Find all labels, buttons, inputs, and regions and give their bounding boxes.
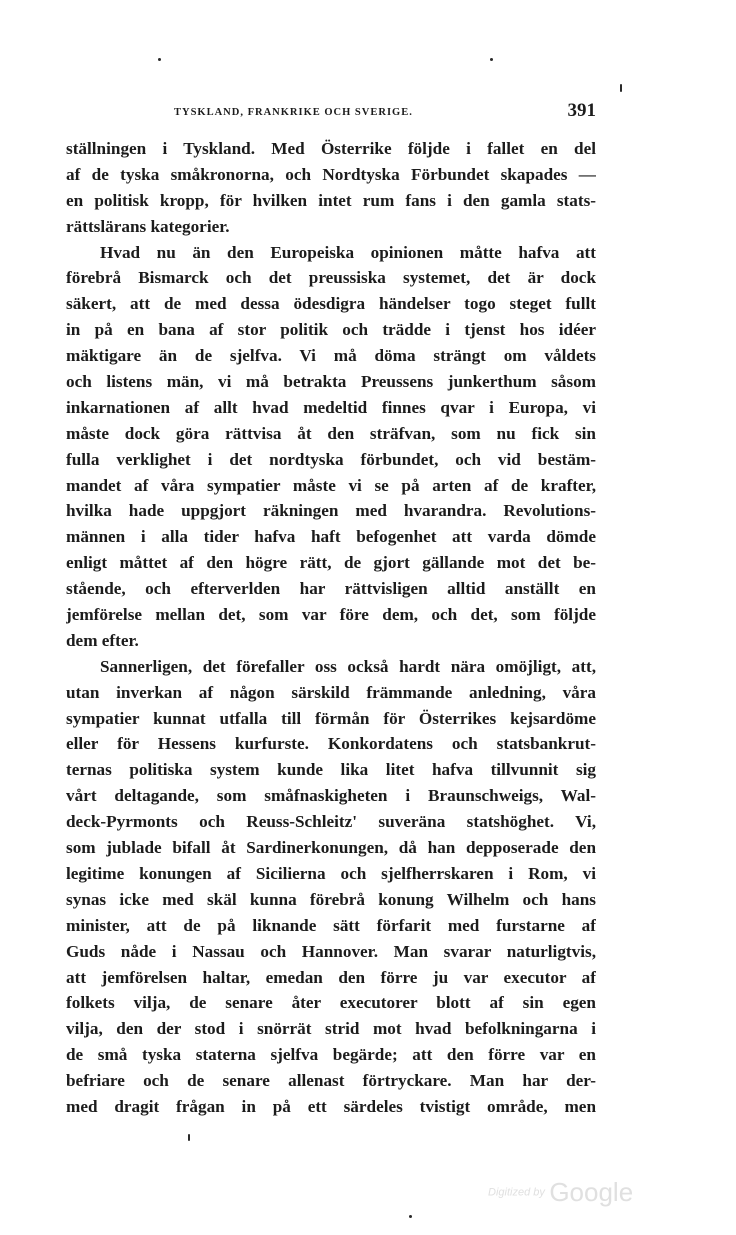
text-line: stående, och efterverlden har rättvisligen alltid anställt en <box>66 579 596 599</box>
text-line: legitime konungen af Sicilierna och sjelfherrskaren i Rom, vi <box>66 863 596 883</box>
digitized-watermark <box>488 1177 633 1208</box>
ink-speck <box>158 58 161 61</box>
text-line: som jublade bifall åt Sardinerkonungen, då han depposerade den <box>66 838 596 858</box>
text-line: Guds nåde i Nassau och Hannover. Man svarar naturligtvis, <box>66 941 596 961</box>
text-line: sympatier kunnat utfalla till förmån för Österrikes kejsardöme <box>66 708 596 728</box>
text-line: de små tyska staterna sjelfva begärde; att den förre var en <box>66 1045 596 1065</box>
page-header <box>66 100 596 126</box>
text-line: att jemförelsen haltar, emedan den förre ju var executor af <box>66 967 596 987</box>
text-line: männen i alla tider hafva haft befogenhet att varda dömde <box>66 527 596 547</box>
body-text <box>66 136 596 1120</box>
ink-speck <box>490 58 493 61</box>
text-line: hvilka hade uppgjort räkningen med hvarandra. Revolutions- <box>66 501 596 521</box>
text-line: synas icke med skäl kunna förebrå konung Wilhelm och hans <box>66 889 596 909</box>
text-line: deck-Pyrmonts och Reuss-Schleitz' suveräna statshöghet. Vi, <box>66 812 596 832</box>
text-line: fulla verklighet i det nordtyska förbundet, och vid bestäm- <box>66 449 596 469</box>
text-line: utan inverkan af någon särskild främmande anledning, våra <box>66 682 596 702</box>
text-line: med dragit frågan in på ett särdeles tvistigt område, men <box>66 1096 596 1116</box>
text-line: folkets vilja, de senare åter executorer blott af sin egen <box>66 993 596 1013</box>
text-line: af de tyska småkronorna, och Nordtyska Förbundet skapades — <box>66 164 596 184</box>
text-line: måste dock göra rättvisa åt den sträfvan, som nu fick sin <box>66 423 596 443</box>
text-line: säkert, att de med dessa ödesdigra händelser togo steget fullt <box>66 294 596 314</box>
text-line: minister, att de på liknande sätt förfarit med furstarne af <box>66 915 596 935</box>
text-line: Hvad nu än den Europeiska opinionen måtte hafva att <box>100 242 596 262</box>
text-line: och listens män, vi må betrakta Preussens junkerthum såsom <box>66 372 596 392</box>
text-line: ternas politiska system kunde lika litet hafva tillvunnit sig <box>66 760 596 780</box>
ink-speck <box>620 84 622 92</box>
text-line: rättslärans kategorier. <box>66 216 230 236</box>
text-line: vårt deltagande, som småfnaskigheten i Braunschweigs, Wal- <box>66 786 596 806</box>
running-head: TYSKLAND, FRANKRIKE OCH SVERIGE. <box>174 107 413 118</box>
text-line: dem efter. <box>66 630 139 650</box>
text-line: mäktigare än de sjelfva. Vi må döma strängt om våldets <box>66 346 596 366</box>
text-line: eller för Hessens kurfurste. Konkordatens och statsbankrut- <box>66 734 596 754</box>
text-line: förebrå Bismarck och det preussiska systemet, det är dock <box>66 268 596 288</box>
watermark-logo-text: Google <box>549 1177 634 1207</box>
text-line: inkarnationen af allt hvad medeltid finnes qvar i Europa, vi <box>66 397 596 417</box>
ink-speck <box>188 1134 190 1141</box>
text-line: befriare och de senare allenast förtryckare. Man har der- <box>66 1071 596 1091</box>
text-line: en politisk kropp, för hvilken intet rum fans i den gamla stats- <box>66 190 596 210</box>
ink-speck <box>409 1215 412 1218</box>
text-line: enligt måttet af den högre rätt, de gjort gällande mot det be- <box>66 553 596 573</box>
watermark-small-text: Digitized by <box>488 1186 545 1199</box>
text-line: Sannerligen, det förefaller oss också hardt nära omöjligt, att, <box>100 656 596 676</box>
text-line: in på en bana af stor politik och trädde i tjenst hos idéer <box>66 320 596 340</box>
text-line: jemförelse mellan det, som var före dem, och det, som följde <box>66 605 596 625</box>
page-number: 391 <box>567 100 596 121</box>
text-line: mandet af våra sympatier måste vi se på arten af de krafter, <box>66 475 596 495</box>
text-line: ställningen i Tyskland. Med Österrike följde i fallet en del <box>66 139 596 158</box>
text-line: vilja, den der stod i snörrät strid mot hvad befolkningarna i <box>66 1019 596 1039</box>
